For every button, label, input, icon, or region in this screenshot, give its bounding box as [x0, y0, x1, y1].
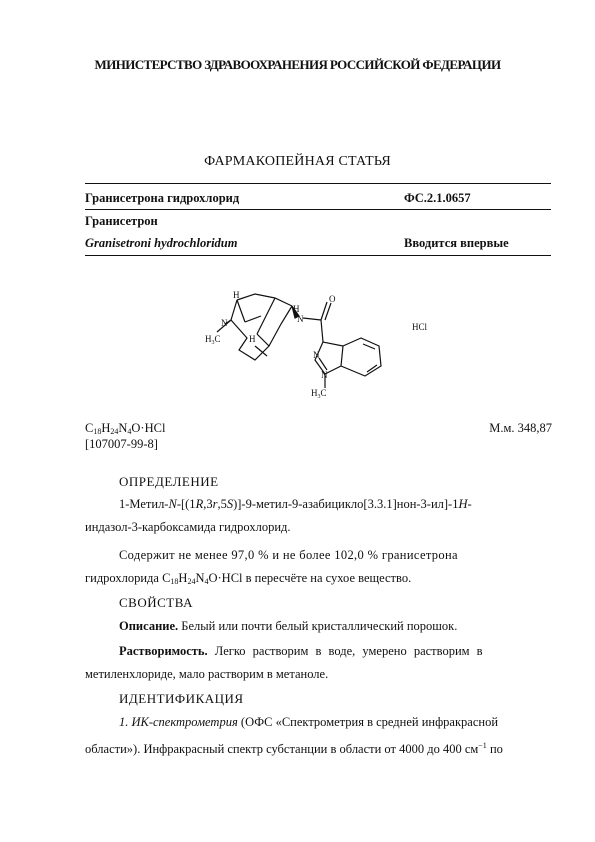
monograph-code: ФС.2.1.0657	[404, 191, 471, 205]
solubility-line-1: Растворимость. Легко растворим в воде, умерено растворим в	[119, 644, 483, 658]
monograph-row-2	[85, 214, 551, 229]
bond-right-ring	[269, 306, 292, 346]
atom-n-amide: N	[297, 314, 304, 324]
bond-inner	[245, 316, 261, 322]
divider-top	[85, 183, 551, 184]
solubility-line-2: метиленхлориде, мало растворим в метаноле.	[85, 667, 329, 681]
article-title: ФАРМАКОПЕЙНАЯ СТАТЬЯ	[204, 154, 391, 169]
atom-h-bottom: H	[249, 334, 256, 344]
divider-2	[85, 209, 551, 210]
atom-n-ring2: N	[321, 370, 328, 380]
divider-bottom	[85, 255, 551, 256]
monograph-name-ru: Гранисетрона гидрохлорид	[85, 191, 240, 205]
section-identification-heading: ИДЕНТИФИКАЦИЯ	[119, 691, 244, 706]
hcl-label: HCl	[412, 322, 428, 332]
content-line-1: Содержит не менее 97,0 % и не более 102,0 % гранисетрона	[119, 548, 458, 562]
atom-h-top: H	[233, 290, 240, 300]
ir-line-2: области»). Инфракрасный спектр субстанции в области от 4000 до 400 $см^{-1}$ по	[85, 741, 503, 756]
cas-number: [107007-99-8]	[85, 437, 158, 451]
monograph-status: Вводится впервые	[404, 236, 509, 250]
bond-nh-carbonyl	[303, 318, 321, 320]
content-line-2: гидрохлорида $C_{18}H_{24}N_4O\cdot HCl$ в пересчёте на сухое вещество.	[85, 571, 412, 586]
definition-line-1: 1-Метил-N-[(1R,3r,5S)]-9-метил-9-азабицикло[3.3.1]нон-3-ил]-1H-	[119, 497, 472, 511]
atom-n-left: N	[221, 318, 228, 328]
monograph-name-short: Гранисетрон	[85, 214, 158, 228]
bond-c-pyrazole	[321, 320, 323, 342]
atom-h3c-left: $H_3C$	[205, 334, 221, 346]
bond-top	[237, 294, 292, 306]
monograph-row-1	[85, 191, 551, 206]
atom-h-amide: H	[293, 304, 300, 314]
section-properties-heading: СВОЙСТВА	[119, 595, 193, 610]
molecular-formula: $C_{18}H_{24}N_4O\cdot HCl$	[85, 421, 166, 436]
atom-n-ring1: N	[313, 350, 320, 360]
bond-bridgehead-left	[237, 300, 245, 322]
ring-benzene	[341, 338, 381, 376]
section-definition-heading: ОПРЕДЕЛЕНИЕ	[119, 474, 219, 489]
atom-h3c-bottom: $H_3C$	[311, 388, 327, 400]
monograph-row-3	[85, 236, 551, 251]
chemical-structure	[195, 276, 405, 401]
description-line: Описание. Белый или почти белый кристаллический порошок.	[119, 619, 458, 633]
ministry-title: МИНИСТЕРСТВО ЗДРАВООХРАНЕНИЯ РОССИЙСКОЙ ФЕДЕРАЦИИ	[94, 57, 501, 72]
atom-o: O	[329, 294, 336, 304]
benzene-double-bonds	[363, 344, 377, 372]
ir-line-1: 1. ИК-спектрометрия (ОФС «Спектрометрия в средней инфракрасной	[119, 715, 499, 729]
definition-line-2: индазол-3-карбоксамида гидрохлорид.	[85, 520, 291, 534]
monograph-name-latin: Granisetroni hydrochloridum	[85, 236, 238, 250]
molecular-weight: М.м. 348,87	[489, 421, 552, 435]
